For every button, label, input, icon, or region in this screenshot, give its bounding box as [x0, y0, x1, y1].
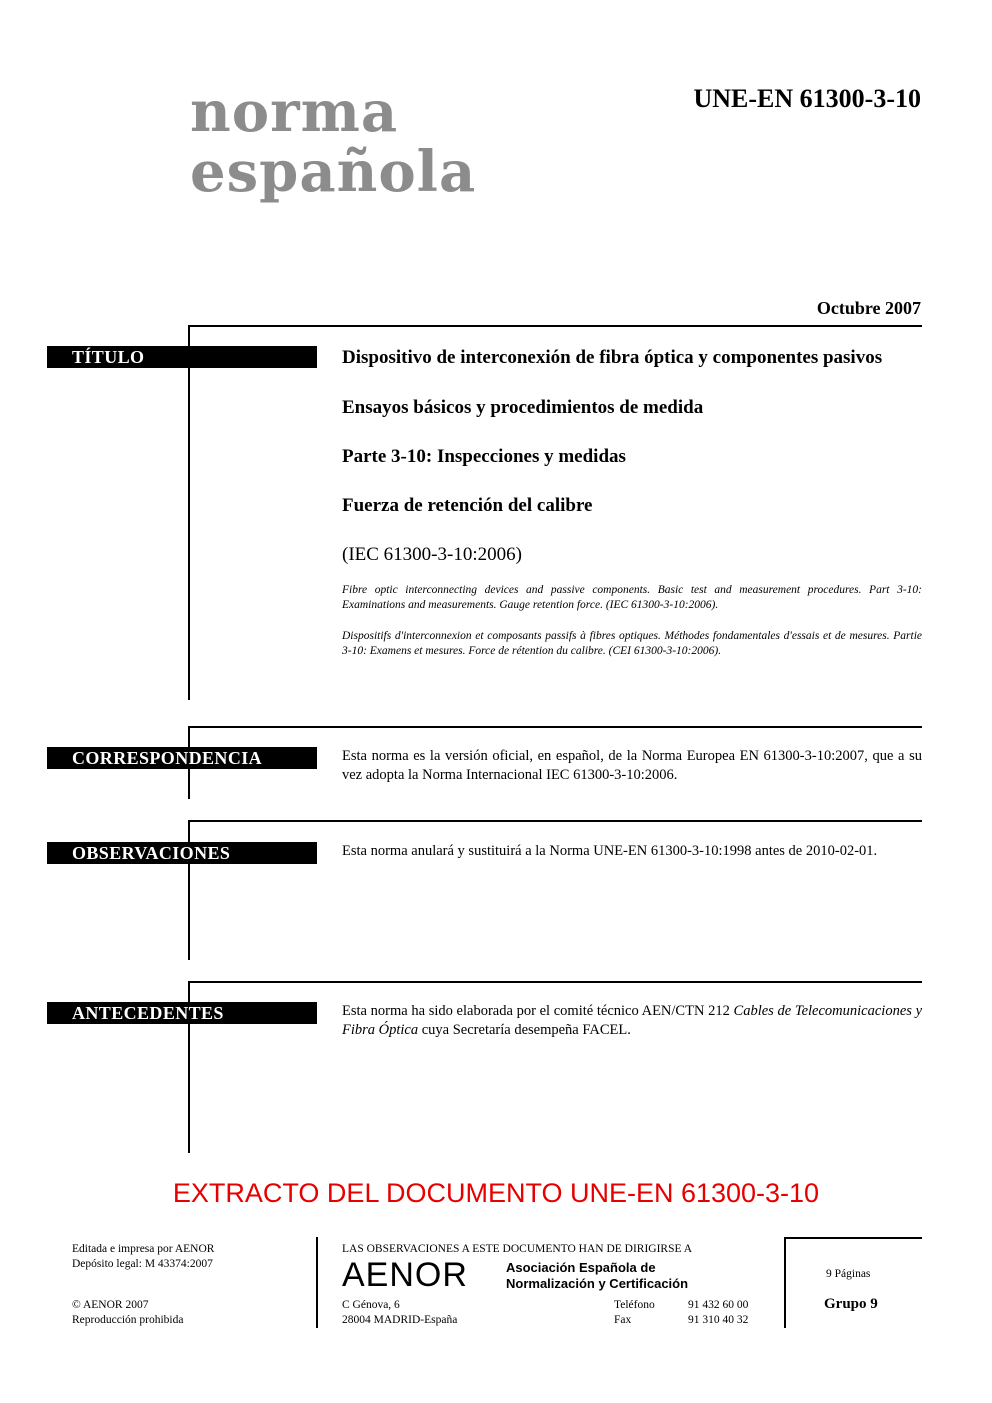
antecedentes-text-end: cuya Secretaría desempeña FACEL.: [418, 1022, 631, 1038]
footer-address-line-1: C Génova, 6: [342, 1299, 400, 1311]
observaciones-text: Esta norma anulará y sustituirá a la Norma UNE-EN 61300-3-10:1998 antes de 2010-02-01.: [342, 843, 878, 859]
aenor-association: [506, 1260, 688, 1292]
footer-phone-label: Teléfono: [614, 1299, 655, 1311]
footer-divider-right: [784, 1237, 786, 1328]
aenor-logo: AENOR: [342, 1256, 468, 1294]
antecedentes-committee-name: Cables de Telecomunicaciones y Fibra Óptica: [342, 1003, 923, 1038]
footer-fax-label: Fax: [614, 1314, 632, 1326]
section-label-titulo: TÍTULO: [47, 346, 317, 368]
footer-price-group: Grupo 9: [824, 1296, 878, 1312]
footer-box-top-rule: [784, 1237, 922, 1239]
footer-observations-header: LAS OBSERVACIONES A ESTE DOCUMENTO HAN DE DIRIGIRSE A: [342, 1243, 693, 1255]
footer-edited: Editada e impresa por AENOR: [72, 1243, 215, 1255]
section-vline-observaciones: [188, 820, 190, 960]
section-rule-antecedentes: [188, 981, 922, 983]
footer-reproduction: Reproducción prohibida: [72, 1314, 184, 1326]
footer-copyright-block: [72, 1298, 183, 1328]
titulo-content: [342, 346, 922, 659]
footer-phone: 91 432 60 00: [688, 1299, 749, 1311]
aenor-association-line-1: Asociación Española de: [506, 1260, 656, 1275]
footer-contact-labels: [614, 1298, 655, 1328]
footer-deposit: Depósito legal: M 43374:2007: [72, 1258, 213, 1270]
footer-fax: 91 310 40 32: [688, 1314, 749, 1326]
correspondencia-text: Esta norma es la versión oficial, en español, de la Norma Europea EN 61300-3-10:2007, que a su vez adopta la Norma Internacional IEC 61300-3-10:2006.: [342, 748, 922, 783]
brand-line-2: española: [190, 139, 477, 205]
footer-copyright: © AENOR 2007: [72, 1299, 149, 1311]
brand-line-1: norma: [190, 79, 399, 145]
antecedentes-text-start: Esta norma ha sido elaborada por el comité técnico AEN/CTN 212: [342, 1003, 734, 1019]
footer-contact-values: [688, 1298, 748, 1328]
section-label-correspondencia: CORRESPONDENCIA: [47, 747, 317, 769]
section-rule-correspondencia: [188, 726, 922, 728]
section-rule-observaciones: [188, 820, 922, 822]
title-english: Fibre optic interconnecting devices and passive components. Basic test and measurement procedures. Part 3-10: Examinations and measurements. Gauge retention force. (IEC 61300-3-10:2006).: [342, 584, 922, 611]
section-rule-titulo: [188, 325, 922, 327]
title-french: Dispositifs d'interconnexion et composants passifs à fibres optiques. Méthodes fondamentales d'essais et de mesures. Partie 3-10: Examens et mesures. Force de rétention du calibre. (CEI 61300-3-10:2006).: [342, 630, 922, 657]
extract-banner: EXTRACTO DEL DOCUMENTO UNE-EN 61300-3-10: [172, 1178, 820, 1208]
title-line-5: (IEC 61300-3-10:2006): [342, 544, 522, 565]
section-label-observaciones: OBSERVACIONES: [47, 842, 317, 864]
brand-title: [190, 79, 477, 205]
footer-page-count: 9 Páginas: [826, 1268, 871, 1280]
footer-publisher: [72, 1242, 214, 1272]
footer-address: [342, 1298, 457, 1328]
footer-address-line-2: 28004 MADRID-España: [342, 1314, 458, 1326]
title-line-1: Dispositivo de interconexión de fibra óptica y componentes pasivos: [342, 347, 883, 368]
publication-date: Octubre 2007: [816, 298, 921, 318]
footer-divider-left: [316, 1237, 318, 1328]
title-line-4: Fuerza de retención del calibre: [342, 495, 593, 516]
antecedentes-text: [342, 1002, 922, 1040]
aenor-association-line-2: Normalización y Certificación: [506, 1276, 689, 1291]
section-vline-titulo: [188, 325, 190, 700]
standard-code: UNE-EN 61300-3-10: [693, 84, 921, 113]
title-line-3: Parte 3-10: Inspecciones y medidas: [342, 446, 626, 467]
title-line-2: Ensayos básicos y procedimientos de medida: [342, 397, 704, 418]
section-label-antecedentes: ANTECEDENTES: [47, 1002, 317, 1024]
